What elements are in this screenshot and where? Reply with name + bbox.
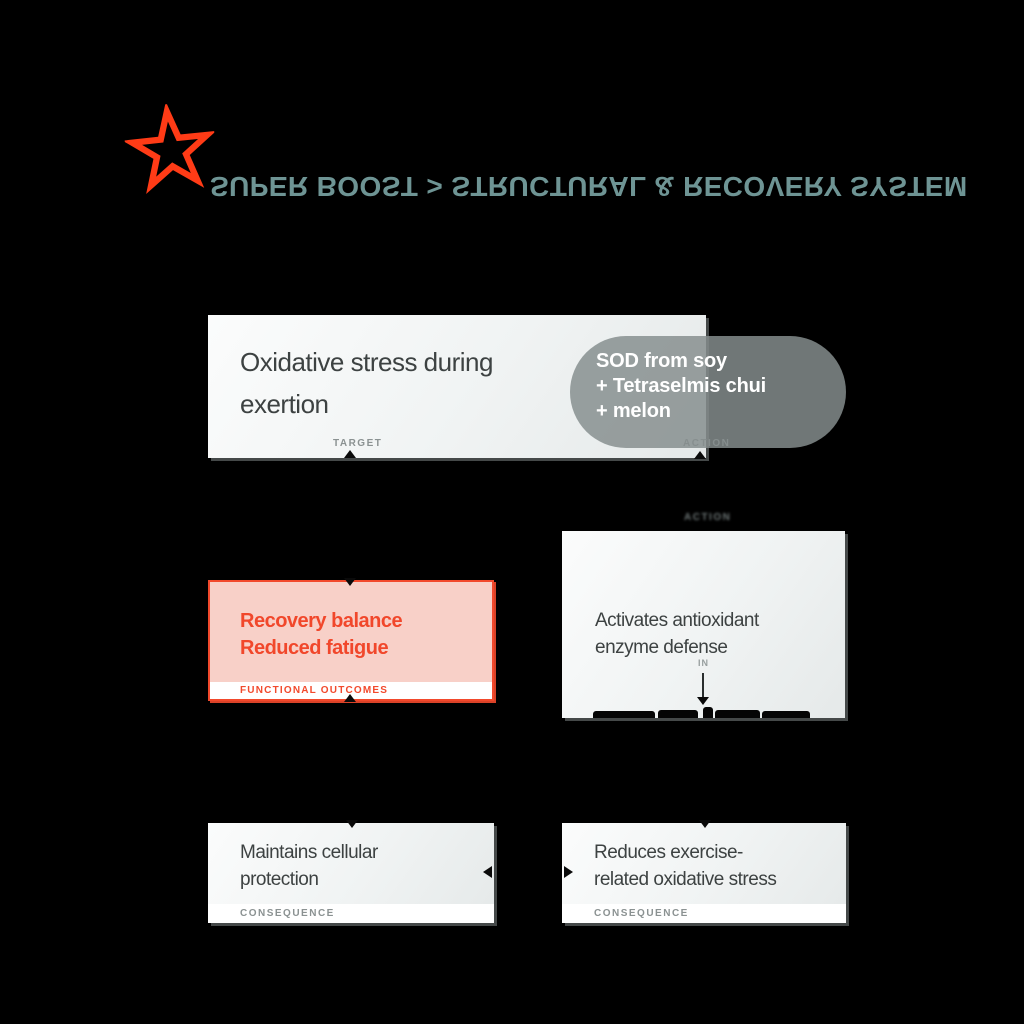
action-box [562,531,845,718]
page-title: SUPER BOOST > STRUCTURAL & RECOVERY SYSTEM [210,171,968,202]
consequence-left-label-strip [208,904,494,923]
action-box-text: Activates antioxidant enzyme defense [595,610,759,658]
action-pill-text: SOD from soy + Tetraselmis chui + melon [596,350,766,422]
consequence-right-label: CONSEQUENCE [594,908,689,919]
consequence-left-label: CONSEQUENCE [240,908,335,919]
action-label-box: ACTION [684,512,732,523]
clipped-text-remnant [658,710,698,718]
functional-outcomes-text: Recovery balance Reduced fatigue [240,610,403,659]
consequence-left-text: Maintains cellular protection [240,842,378,890]
target-label: TARGET [333,438,383,449]
star-icon [121,100,220,203]
connector-arrowhead-icon [346,820,358,828]
target-box-text: Oxidative stress during exertion [240,347,493,419]
connector-arrowhead-icon [694,451,706,459]
connector-arrowhead-icon [344,450,356,458]
connector-arrowhead-icon [564,866,573,878]
down-arrow-line [702,673,704,700]
connector-arrowhead-icon [344,578,356,586]
down-arrowhead-icon [697,697,709,705]
action-pill [570,336,846,448]
in-label: IN [698,658,709,668]
connector-arrowhead-icon [483,866,492,878]
clipped-text-remnant [762,711,810,718]
consequence-right-text: Reduces exercise- related oxidative stress [594,842,777,890]
functional-outcomes-label: FUNCTIONAL OUTCOMES [240,685,389,696]
consequence-right-label-strip [562,904,846,923]
clipped-text-remnant [703,707,713,718]
connector-arrowhead-icon [699,820,711,828]
clipped-text-remnant [715,710,760,718]
consequence-right-box [562,823,846,923]
consequence-left-box [208,823,494,923]
functional-outcomes-box [208,580,494,701]
connector-arrowhead-icon [344,694,356,702]
clipped-text-remnant [593,711,655,718]
